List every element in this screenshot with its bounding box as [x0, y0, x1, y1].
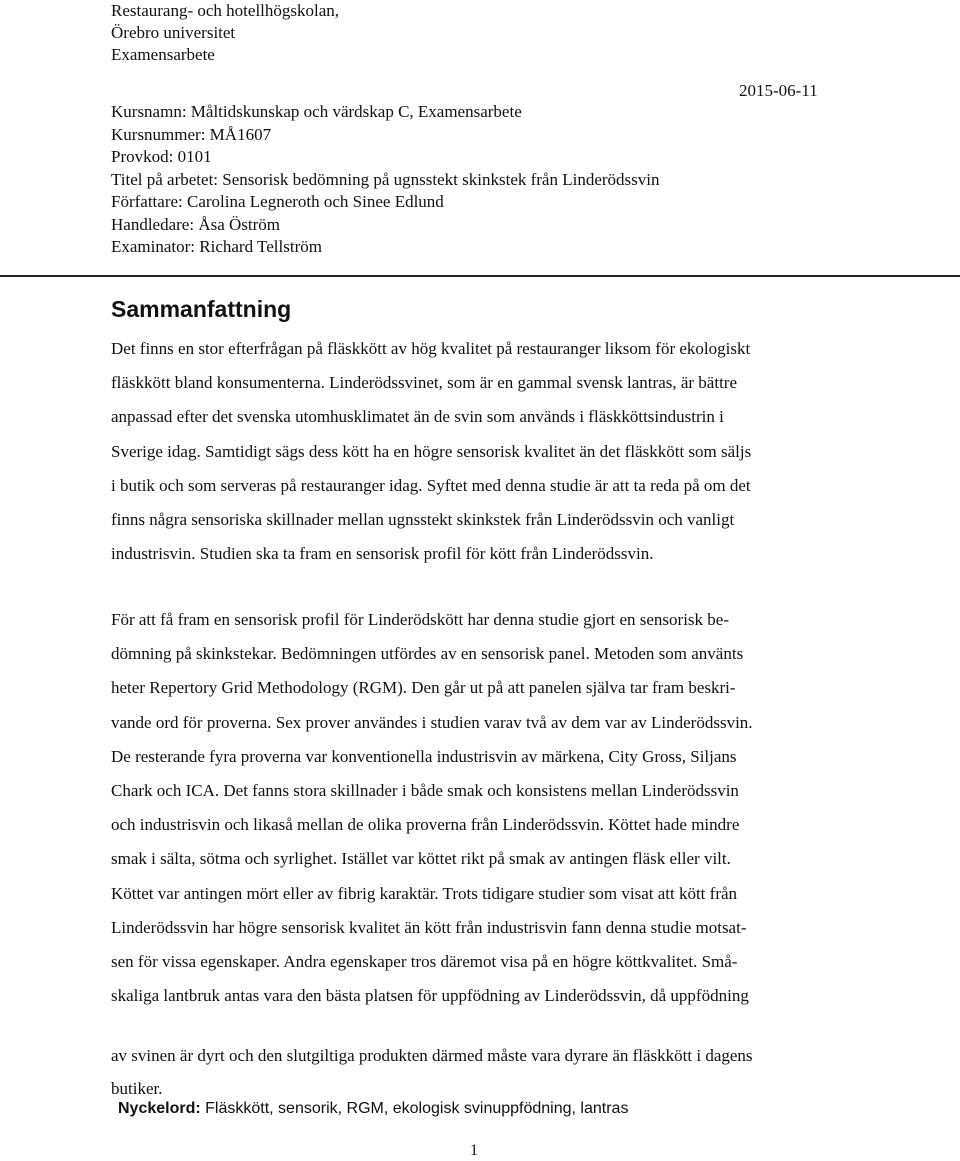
- text-line: fläskkött bland konsumenterna. Linderödssvinet, som är en gammal svensk lantras, är bättre: [111, 373, 738, 393]
- text-line: anpassad efter det svenska utomhusklimatet än de svin som används i fläskköttsindustrin i: [111, 407, 724, 427]
- horizontal-divider: [0, 275, 960, 277]
- text-line: Linderödssvin har högre sensorisk kvalitet än kött från industrisvin fann denna studie motsat-: [111, 917, 747, 937]
- summary-paragraph-2: [111, 603, 851, 1013]
- meta-examiner: Examinator: Richard Tellström: [111, 237, 322, 256]
- keywords-text: Fläskkött, sensorik, RGM, ekologisk svinuppfödning, lantras: [200, 1100, 629, 1117]
- text-line: sen för vissa egenskaper. Andra egenskaper tros däremot visa på en högre köttkvalitet. Små-: [111, 952, 738, 972]
- summary-paragraph-2-continued: [111, 1039, 851, 1073]
- header-line: Examensarbete: [111, 45, 215, 64]
- meta-course-number: Kursnummer: MÅ1607: [111, 124, 272, 144]
- summary-paragraph-1: [111, 332, 851, 571]
- text-line: För att få fram en sensorisk profil för Linderödskött har denna studie gjort en sensorisk be-: [111, 610, 729, 629]
- text-line: heter Repertory Grid Methodology (RGM). Den går ut på att panelen själva tar fram beskri-: [111, 678, 736, 698]
- keywords: [118, 1097, 628, 1121]
- text-line: smak i sälta, sötma och syrlighet. Istället var köttet rikt på smak av antingen fläsk eller vilt.: [111, 849, 731, 869]
- keywords-label: Nyckelord:: [118, 1100, 201, 1117]
- text-line: dömning på skinkstekar. Bedömningen utfördes av en sensorisk panel. Metoden som använts: [111, 644, 744, 664]
- text-line: finns några sensoriska skillnader mellan ugnsstekt skinkstek från Linderödssvin och vanligt: [111, 510, 735, 530]
- text-line: industrisvin. Studien ska ta fram en sensorisk profil för kött från Linderödssvin.: [111, 544, 654, 564]
- text-line: butiker.: [111, 1079, 163, 1098]
- text-line: Sverige idag. Samtidigt sägs dess kött ha en högre sensorisk kvalitet än det fläskkött som säljs: [111, 441, 752, 461]
- institution-header: [111, 0, 339, 66]
- text-line: vande ord för proverna. Sex prover användes i studien varav två av dem var av Linderödssvin.: [111, 712, 753, 732]
- page-number: 1: [470, 1142, 478, 1159]
- meta-course-name: Kursnamn: Måltidskunskap och värdskap C, Examensarbete: [111, 102, 522, 121]
- text-line: De resterande fyra proverna var konventionella industrisvin av märkena, City Gross, Siljans: [111, 746, 737, 766]
- header-line: Örebro universitet: [111, 23, 236, 42]
- header-line: Restaurang- och hotellhögskolan,: [111, 1, 340, 20]
- meta-title: Titel på arbetet: Sensorisk bedömning på ugnsstekt skinkstek från Linderödssvin: [111, 169, 660, 189]
- text-line: i butik och som serveras på restauranger idag. Syftet med denna studie är att ta reda på om det: [111, 475, 751, 495]
- document-date: 2015-06-11: [739, 81, 818, 100]
- text-line: skaliga lantbruk antas vara den bästa platsen för uppfödning av Linderödssvin, då uppfödning: [111, 986, 749, 1006]
- text-line: och industrisvin och likaså mellan de olika proverna från Linderödssvin. Köttet hade mindre: [111, 815, 740, 835]
- section-heading: Sammanfattning: [111, 296, 292, 322]
- thesis-metadata: [111, 101, 660, 259]
- meta-authors: Författare: Carolina Legneroth och Sinee Edlund: [111, 192, 444, 211]
- text-line: av svinen är dyrt och den slutgiltiga produkten därmed måste vara dyrare än fläskkött i dagens: [111, 1046, 753, 1065]
- text-line: Det finns en stor efterfrågan på fläskkött av hög kvalitet på restauranger liksom för ekologiskt: [111, 339, 751, 358]
- meta-exam-code: Provkod: 0101: [111, 147, 212, 166]
- meta-supervisor: Handledare: Åsa Öström: [111, 214, 281, 234]
- text-line: Köttet var antingen mört eller av fibrig karaktär. Trots tidigare studier som visat att kött från: [111, 883, 738, 903]
- text-line: Chark och ICA. Det fanns stora skillnader i både smak och konsistens mellan Linderödssvin: [111, 781, 739, 801]
